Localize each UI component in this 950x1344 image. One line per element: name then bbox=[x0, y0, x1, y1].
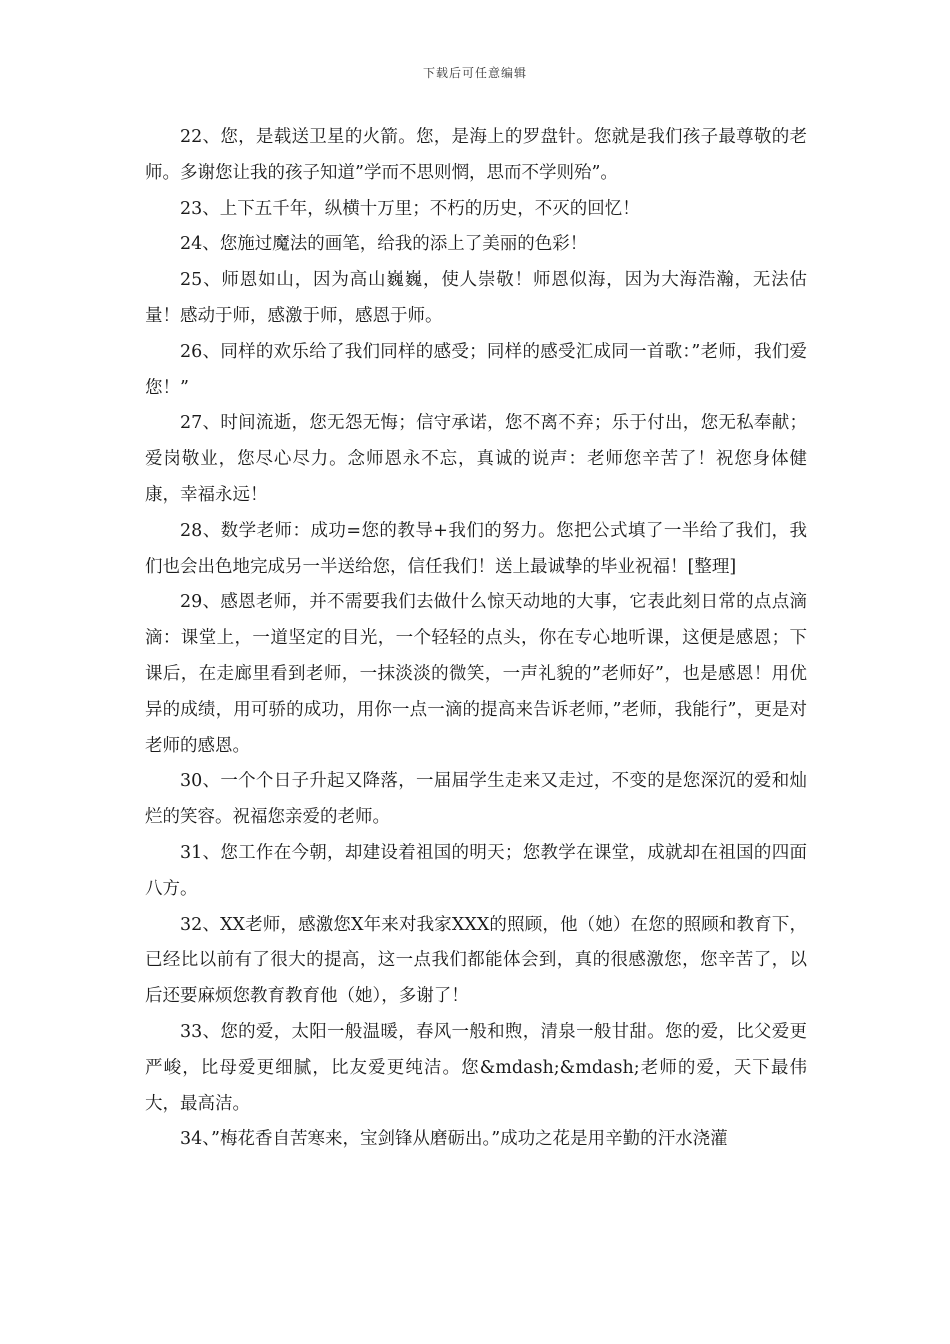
paragraph-27: 27、时间流逝，您无怨无悔；信守承诺，您不离不弃；乐于付出，您无私奉献；爱岗敬业，您尽心尽力。念师恩永不忘，真诚的说声：老师您辛苦了！祝您身体健康，幸福永远！ bbox=[145, 413, 807, 505]
paragraph-33: 33、您的爱，太阳一般温暖，春风一般和煦，清泉一般甘甜。您的爱，比父爱更严峻，比母爱更细腻，比友爱更纯洁。您&mdash;&mdash;老师的爱，天下最伟大，最高洁。 bbox=[145, 1021, 807, 1114]
paragraph-23: 23、上下五千年，纵横十万里；不朽的历史，不灭的回忆！ bbox=[180, 198, 640, 219]
paragraph-30: 30、一个个日子升起又降落，一届届学生走来又走过，不变的是您深沉的爱和灿烂的笑容。祝福您亲爱的老师。 bbox=[145, 771, 807, 828]
paragraph-26: 26、同样的欢乐给了我们同样的感受；同样的感受汇成同一首歌：”老师，我们爱您！” bbox=[145, 341, 807, 398]
paragraph-31: 31、您工作在今朝，却建设着祖国的明天；您教学在课堂，成就却在祖国的四面八方。 bbox=[145, 842, 807, 899]
paragraph-24: 24、您施过魔法的画笔，给我的添上了美丽的色彩！ bbox=[180, 234, 588, 255]
paragraph-32: 32、XX老师，感激您X年来对我家XXX的照顾，他（她）在您的照顾和教育下，已经比以前有了很大的提高，这一点我们都能体会到，真的很感激您，您辛苦了，以后还要麻烦您教育教育他（她），多谢了！ bbox=[145, 914, 807, 1007]
paragraph-29: 29、感恩老师，并不需要我们去做什么惊天动地的大事，它表此刻日常的点点滴滴：课堂上，一道坚定的目光，一个轻轻的点头，你在专心地听课，这便是感恩；下课后，在走廊里看到老师，一抹淡淡的微笑，一声礼貌的”老师好”，也是感恩！用优异的成绩，用可骄的成功，用你一点一滴的提高来告诉老师，”老师，我能行”，更是对老师的感恩。 bbox=[145, 592, 807, 756]
page-header: 下载后可任意编辑 bbox=[422, 66, 527, 80]
document-body bbox=[145, 120, 807, 1158]
paragraph-28: 28、数学老师：成功=您的教导+我们的努力。您把公式填了一半给了我们，我们也会出色地完成另一半送给您，信任我们！送上最诚挚的毕业祝福！[整理] bbox=[145, 520, 807, 577]
paragraph-22: 22、您，是载送卫星的火箭。您，是海上的罗盘针。您就是我们孩子最尊敬的老师。多谢您让我的孩子知道”学而不思则惘，思而不学则殆”。 bbox=[145, 127, 807, 183]
paragraph-34: 34、”梅花香自苦寒来，宝剑锋从磨砺出。”成功之花是用辛勤的汗水浇灌 bbox=[180, 1129, 728, 1150]
paragraph-25: 25、师恩如山，因为高山巍巍，使人崇敬！师恩似海，因为大海浩瀚，无法估量！感动于师，感激于师，感恩于师。 bbox=[145, 270, 807, 326]
